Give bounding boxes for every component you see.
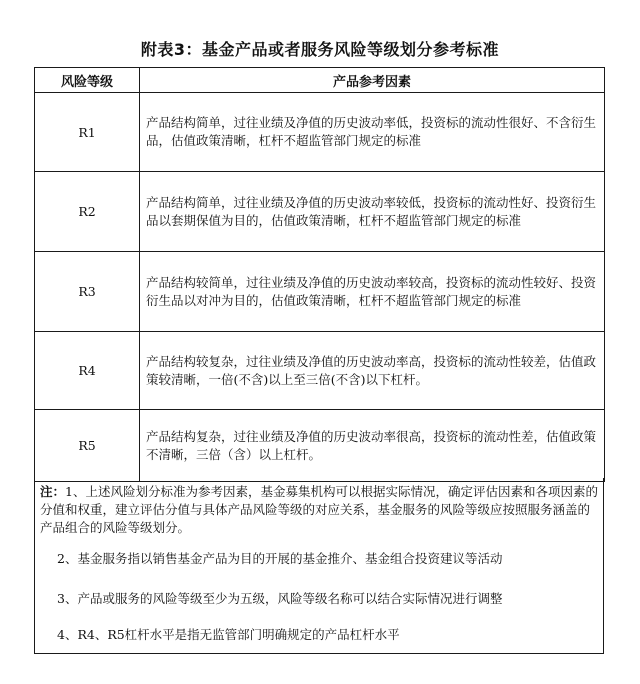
factor-cell: 产品结构较简单，过往业绩及净值的历史波动率较高，投资标的流动性较好、投资衍生品以对冲为目的，估值政策清晰，杠杆不超监管部门规定的标准: [140, 252, 605, 332]
risk-level-cell: R1: [35, 93, 140, 172]
table-row: [35, 93, 605, 172]
table-row: [35, 410, 605, 482]
risk-level-cell: R2: [35, 172, 140, 252]
note-1-text: 1、上述风险划分标准为参考因素，基金募集机构可以根据实际情况，确定评估因素和各项因素的分值和权重，建立评估分值与具体产品风险等级的对应关系，基金服务的风险等级应按照服务涵盖的产品组合的风险等级划分。: [40, 484, 598, 535]
header-risk-level: 风险等级: [35, 68, 140, 93]
factor-cell: 产品结构简单，过往业绩及净值的历史波动率较低，投资标的流动性好、投资衍生品以套期保值为目的，估值政策清晰，杠杆不超监管部门规定的标准: [140, 172, 605, 252]
risk-level-table: [34, 67, 605, 482]
risk-level-cell: R3: [35, 252, 140, 332]
notes-section: [34, 478, 604, 654]
notes-label: 注：: [40, 484, 66, 499]
note-1: [40, 483, 598, 537]
table-row: [35, 332, 605, 410]
note-3: 3、产品或服务的风险等级至少为五级，风险等级名称可以结合实际情况进行调整: [57, 591, 503, 606]
page-title: 附表3：基金产品或者服务风险等级划分参考标准: [140, 40, 500, 59]
note-4: 4、R4、R5杠杆水平是指无监管部门明确规定的产品杠杆水平: [57, 627, 400, 642]
factor-cell: 产品结构较复杂，过往业绩及净值的历史波动率高，投资标的流动性较差，估值政策较清晰，一倍(不含)以上至三倍(不含)以下杠杆。: [140, 332, 605, 410]
table-row: [35, 172, 605, 252]
table-row: [35, 252, 605, 332]
table-header-row: [35, 68, 605, 93]
note-2: 2、基金服务指以销售基金产品为目的开展的基金推介、基金组合投资建议等活动: [57, 551, 503, 566]
risk-level-cell: R5: [35, 410, 140, 482]
factor-cell: 产品结构简单，过往业绩及净值的历史波动率低，投资标的流动性很好、不含衍生品，估值政策清晰，杠杆不超监管部门规定的标准: [140, 93, 605, 172]
factor-cell: 产品结构复杂，过往业绩及净值的历史波动率很高，投资标的流动性差，估值政策不清晰，三倍（含）以上杠杆。: [140, 410, 605, 482]
header-product-factors: 产品参考因素: [140, 68, 605, 93]
risk-level-cell: R4: [35, 332, 140, 410]
